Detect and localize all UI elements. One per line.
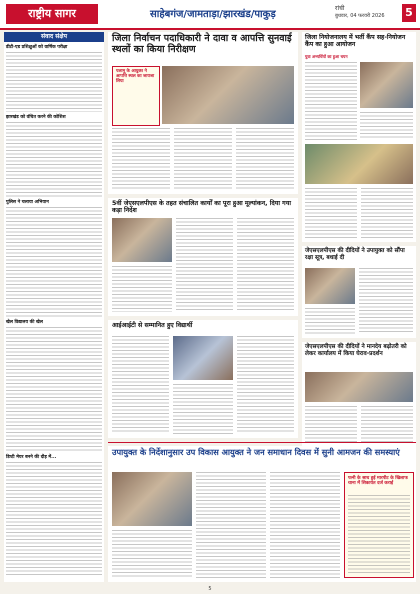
lead-body-3: [236, 128, 294, 190]
footer-page-number: 5: [208, 586, 212, 592]
brief-body-4: [6, 327, 102, 452]
story-5-body-1: [112, 530, 192, 578]
lead-pullquote-box: [112, 66, 160, 126]
brief-headline-2: झारखंड को वंचित करने की कोशिश: [6, 115, 66, 120]
section-divider: [108, 442, 416, 443]
story-4-body-1: [305, 406, 357, 442]
left-column: [4, 32, 104, 582]
brief-headline-4: खेल विद्यालय की खेल: [6, 320, 43, 325]
story-1-headline: 5वीं जेएसएलपीएस के तहत संचालित कार्यों का पूरा हुआ मूल्यांकन, दिया गया कड़ा निर्देश: [112, 200, 291, 215]
lead-headline: जिला निर्वाचन पदाधिकारी ने दावा व आपत्ति सुनवाई स्थलों का किया निरीक्षण: [112, 33, 292, 55]
story-4-headline: जेएसएलपीएस की दीदियों ने मानदेय बढ़ोतरी को लेकर कार्यालय में किया घेराव-प्रदर्शन: [305, 344, 407, 357]
story-4-body-2: [361, 406, 413, 442]
brief-body-5: [6, 462, 102, 577]
lead-photo: [162, 66, 294, 124]
top-right-photo-2: [305, 144, 413, 184]
story-4-photo: [305, 372, 413, 402]
story-5: [108, 446, 416, 582]
brief-body-3: [6, 207, 102, 317]
masthead: [0, 0, 420, 30]
story-4: [302, 342, 416, 446]
story-2-photo: [305, 268, 355, 304]
brief-headline-1: डीटी-एड प्रशिक्षुओं को वार्षिक परीक्षा: [6, 45, 68, 50]
story-5-photo: [112, 472, 192, 526]
story-2-body-2: [305, 308, 355, 334]
date-label: बुधवार, 04 फरवरी 2026: [335, 13, 385, 19]
top-right-photo: [360, 62, 413, 108]
top-right-body-1: [305, 62, 357, 140]
story-5-headline: उपायुक्त के निर्देशानुसार उप विकास आयुक्त ने जन समाधान दिवस में सुनी आमजन की समस्याएं: [112, 447, 400, 457]
story-6-box: [344, 472, 414, 578]
story-2-headline: जेएसएलपीएस की दीदियों ने उपायुक्त को सौंपा रक्षा सूत्र, बधाई दी: [305, 248, 405, 261]
top-right-body-2: [360, 112, 413, 140]
brief-headline-5: डिप्टी मेयर बनने की दौड़ में...: [6, 455, 57, 460]
story-1-photo: [112, 218, 172, 262]
story-3: [108, 320, 298, 438]
story-5-body-2: [196, 472, 266, 578]
story-1-body-1: [112, 266, 172, 312]
brand-logo: राष्ट्रीय सागर: [6, 4, 98, 24]
story-5-body-3: [270, 472, 340, 578]
story-2-body-1: [359, 268, 413, 334]
lead-story: [108, 32, 298, 194]
top-right-body-3: [305, 188, 357, 238]
story-6-body: [348, 495, 410, 573]
story-1: [108, 198, 298, 316]
story-3-photo: [173, 336, 233, 380]
story-3-body-1: [112, 336, 169, 434]
lead-body-1: [112, 128, 170, 190]
story-1-body-3: [237, 218, 294, 312]
top-right-subhead: युवा अभ्यर्थियों का हुआ चयन: [305, 54, 348, 59]
page-number: 5: [402, 4, 416, 22]
lead-body-2: [174, 128, 232, 190]
left-column-heading: संवाद संक्षेप: [4, 32, 104, 42]
story-6-headline: पत्नी के साथ हुई मारपीट के खिलाफ थाना में शिकायत दर्ज कराई: [348, 476, 408, 487]
brief-headline-3: पुलिस ने चलाया अभियान: [6, 200, 49, 205]
brief-body-1: [6, 52, 102, 112]
story-3-body-2: [173, 384, 233, 434]
story-3-body-3: [237, 336, 294, 434]
story-3-headline: आईआईटी से सम्मानित हुए विद्यार्थी: [112, 322, 193, 329]
top-right-story: [302, 32, 416, 242]
section-title: साहेबगंज/जामताड़ा/झारखंड/पाकुड़: [150, 9, 276, 20]
story-1-body-2: [176, 218, 233, 312]
brief-body-2: [6, 122, 102, 197]
top-right-headline: जिला नियोजनालय में भर्ती कैंप सह-नियोजन कैंप का हुआ आयोजन: [305, 34, 406, 49]
lead-pullquote: पलामू के आयुक्त ने आपत्ति स्थल का जायजा लिया: [116, 69, 155, 84]
top-right-body-4: [361, 188, 413, 238]
city-label: रांची: [335, 5, 345, 12]
story-2: [302, 246, 416, 338]
